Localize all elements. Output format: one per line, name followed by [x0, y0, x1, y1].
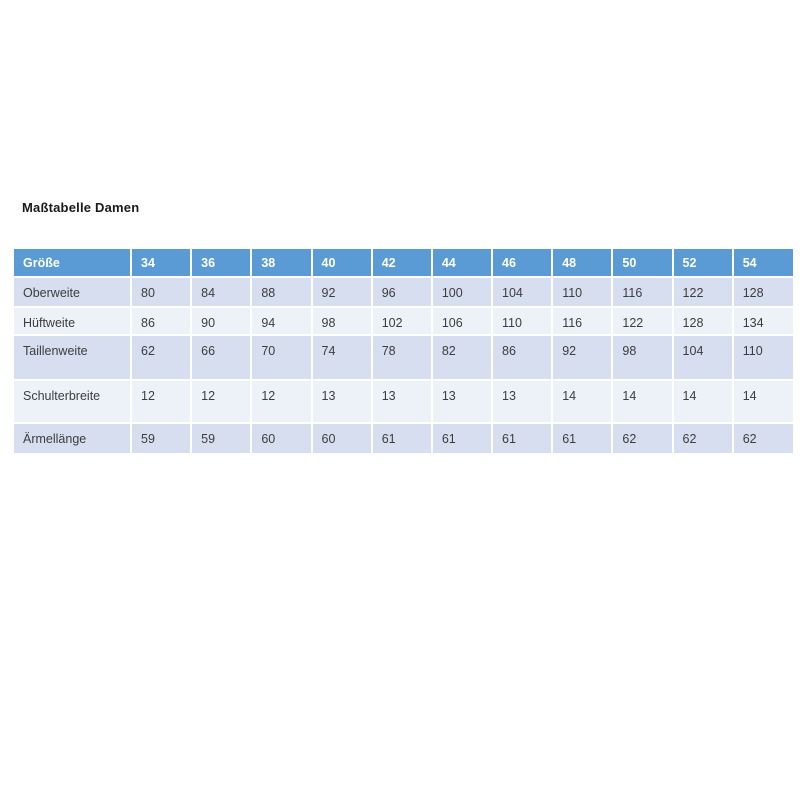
value-cell: 61: [372, 423, 432, 453]
value-cell: 96: [372, 277, 432, 307]
value-cell: 62: [673, 423, 733, 453]
value-cell: 92: [552, 335, 612, 380]
value-cell: 62: [131, 335, 191, 380]
value-cell: 100: [432, 277, 492, 307]
header-cell-size: 44: [432, 249, 492, 277]
value-cell: 59: [191, 423, 251, 453]
value-cell: 61: [492, 423, 552, 453]
value-cell: 60: [251, 423, 311, 453]
value-cell: 84: [191, 277, 251, 307]
size-table: [14, 249, 793, 453]
header-cell-size: 36: [191, 249, 251, 277]
value-cell: 116: [612, 277, 672, 307]
value-cell: 14: [612, 380, 672, 423]
value-cell: 102: [372, 307, 432, 335]
value-cell: 12: [251, 380, 311, 423]
value-cell: 14: [552, 380, 612, 423]
value-cell: 70: [251, 335, 311, 380]
header-cell-size: 50: [612, 249, 672, 277]
row-label-cell: Schulterbreite: [14, 380, 131, 423]
row-label-cell: Taillenweite: [14, 335, 131, 380]
value-cell: 13: [312, 380, 372, 423]
value-cell: 62: [742, 432, 757, 446]
value-cell: 74: [312, 335, 372, 380]
value-cell: 116: [552, 307, 612, 335]
value-cell: 104: [492, 277, 552, 307]
value-cell: 86: [492, 335, 552, 380]
page-title: Maßtabelle Damen: [22, 200, 140, 215]
value-cell: 80: [131, 277, 191, 307]
value-cell: 13: [492, 380, 552, 423]
value-cell: 14: [733, 380, 793, 423]
table-row: [14, 277, 793, 307]
value-cell: 12: [131, 380, 191, 423]
header-cell-size: 40: [312, 249, 372, 277]
value-cell: 59: [131, 423, 191, 453]
value-cell: 106: [432, 307, 492, 335]
value-cell: 104: [673, 335, 733, 380]
value-cell: 86: [131, 307, 191, 335]
value-cell: 12: [191, 380, 251, 423]
value-cell: 61: [432, 423, 492, 453]
value-cell: 128: [673, 307, 733, 335]
value-cell: 98: [612, 335, 672, 380]
value-cell: 92: [312, 277, 372, 307]
value-cell: 98: [312, 307, 372, 335]
value-cell: 60: [312, 423, 372, 453]
value-cell: 88: [251, 277, 311, 307]
table-header-row: [14, 249, 793, 277]
row-label-cell: Oberweite: [14, 277, 131, 307]
header-cell-size: 38: [251, 249, 311, 277]
value-cell: 61: [552, 423, 612, 453]
value-cell: 82: [432, 335, 492, 380]
value-cell: 110: [733, 335, 793, 380]
header-cell-size: 42: [372, 249, 432, 277]
value-cell: 13: [372, 380, 432, 423]
value-cell: 94: [251, 307, 311, 335]
value-cell: 66: [191, 335, 251, 380]
value-cell: 62: [612, 423, 672, 453]
value-cell: 110: [552, 277, 612, 307]
value-cell: 78: [372, 335, 432, 380]
table-row: [14, 423, 793, 453]
header-cell-size: 48: [552, 249, 612, 277]
value-cell: 134: [733, 307, 793, 335]
value-cell: 128: [733, 277, 793, 307]
table-row: [14, 380, 793, 423]
value-cell: 90: [191, 307, 251, 335]
header-cell-size: 54: [733, 249, 793, 277]
header-cell-size: 52: [673, 249, 733, 277]
header-cell-size: 46: [492, 249, 552, 277]
row-label-cell: Ärmellänge: [14, 423, 131, 453]
header-cell-size: 34: [131, 249, 191, 277]
value-cell: 122: [673, 277, 733, 307]
header-cell-label: Größe: [14, 249, 131, 277]
value-cell: 110: [492, 307, 552, 335]
value-cell: 13: [432, 380, 492, 423]
table-row: [14, 335, 793, 380]
value-cell: 14: [673, 380, 733, 423]
row-label-cell: Hüftweite: [14, 307, 131, 335]
value-cell: 122: [612, 307, 672, 335]
table-row: [14, 307, 793, 335]
